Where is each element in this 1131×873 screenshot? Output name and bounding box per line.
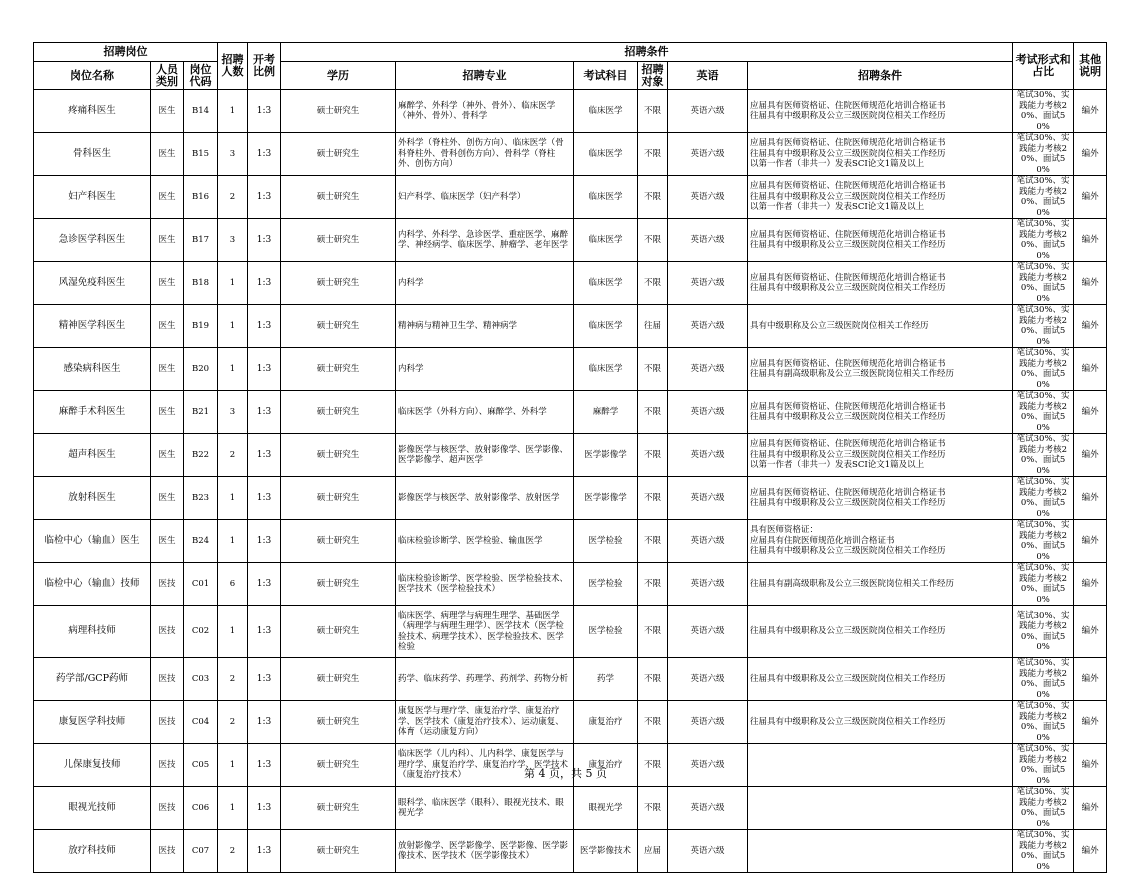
cell-name: 骨科医生	[34, 133, 151, 176]
header-note: 其他说明	[1074, 43, 1107, 90]
table-row	[34, 658, 1107, 701]
cell-exam: 笔试30%、实践能力考核20%、面试50%	[1013, 563, 1074, 606]
cell-type: 医技	[151, 658, 184, 701]
header-ratio: 开考比例	[248, 43, 281, 90]
cell-edu: 硕士研究生	[281, 787, 396, 830]
cell-target: 不限	[638, 563, 668, 606]
cell-count: 2	[218, 176, 248, 219]
cell-target: 不限	[638, 658, 668, 701]
cell-count: 2	[218, 830, 248, 873]
cell-type: 医技	[151, 563, 184, 606]
header-target: 招聘对象	[638, 62, 668, 90]
cell-type: 医生	[151, 520, 184, 563]
cell-cond: 应届具有医师资格证、住院医师规范化培训合格证书 往届具有中级职称及公立三级医院岗位相关工作经历 以第一作者（非共一）发表SCI论文1篇及以上	[748, 434, 1013, 477]
cell-target: 不限	[638, 744, 668, 787]
cell-exam: 笔试30%、实践能力考核20%、面试50%	[1013, 90, 1074, 133]
cell-note: 编外	[1074, 219, 1107, 262]
cell-target: 不限	[638, 520, 668, 563]
cell-english: 英语六级	[668, 391, 748, 434]
cell-target: 不限	[638, 176, 668, 219]
cell-subject: 医学影像学	[574, 477, 638, 520]
cell-major: 临床医学（外科方向）、麻醉学、外科学	[396, 391, 574, 434]
table-row	[34, 90, 1107, 133]
cell-major: 药学、临床药学、药理学、药剂学、药物分析	[396, 658, 574, 701]
table-row	[34, 391, 1107, 434]
cell-subject: 临床医学	[574, 176, 638, 219]
cell-name: 病理科技师	[34, 606, 151, 658]
cell-major: 外科学（脊柱外、创伤方向）、临床医学（骨科脊柱外、骨科创伤方向）、骨科学（脊柱外、创伤方向）	[396, 133, 574, 176]
cell-major: 放射影像学、医学影像学、医学影像、医学影像技术、医学技术（医学影像技术）	[396, 830, 574, 873]
cell-note: 编外	[1074, 658, 1107, 701]
cell-target: 不限	[638, 348, 668, 391]
cell-english: 英语六级	[668, 658, 748, 701]
table-row	[34, 219, 1107, 262]
cell-ratio: 1:3	[248, 391, 281, 434]
cell-code: B17	[184, 219, 218, 262]
cell-ratio: 1:3	[248, 262, 281, 305]
cell-cond	[748, 830, 1013, 873]
cell-ratio: 1:3	[248, 563, 281, 606]
table-row	[34, 787, 1107, 830]
cell-ratio: 1:3	[248, 434, 281, 477]
cell-english: 英语六级	[668, 176, 748, 219]
cell-name: 眼视光技师	[34, 787, 151, 830]
cell-subject: 麻醉学	[574, 391, 638, 434]
cell-name: 药学部/GCP药师	[34, 658, 151, 701]
cell-cond: 往届具有副高级职称及公立三级医院岗位相关工作经历	[748, 563, 1013, 606]
cell-type: 医生	[151, 477, 184, 520]
cell-code: C05	[184, 744, 218, 787]
cell-note: 编外	[1074, 305, 1107, 348]
cell-edu: 硕士研究生	[281, 434, 396, 477]
cell-exam: 笔试30%、实践能力考核20%、面试50%	[1013, 744, 1074, 787]
cell-major: 临床检验诊断学、医学检验、输血医学	[396, 520, 574, 563]
cell-ratio: 1:3	[248, 658, 281, 701]
cell-note: 编外	[1074, 606, 1107, 658]
cell-note: 编外	[1074, 133, 1107, 176]
table-row	[34, 305, 1107, 348]
cell-ratio: 1:3	[248, 219, 281, 262]
cell-type: 医生	[151, 90, 184, 133]
header-exam: 考试形式和占比	[1013, 43, 1074, 90]
cell-subject: 医学检验	[574, 606, 638, 658]
cell-count: 1	[218, 262, 248, 305]
cell-count: 1	[218, 348, 248, 391]
cell-count: 1	[218, 520, 248, 563]
cell-note: 编外	[1074, 563, 1107, 606]
cell-type: 医生	[151, 434, 184, 477]
header-name: 岗位名称	[34, 62, 151, 90]
cell-english: 英语六级	[668, 744, 748, 787]
cell-subject: 眼视光学	[574, 787, 638, 830]
cell-code: C01	[184, 563, 218, 606]
cell-code: C07	[184, 830, 218, 873]
cell-ratio: 1:3	[248, 176, 281, 219]
cell-subject: 康复治疗	[574, 701, 638, 744]
cell-subject: 医学检验	[574, 520, 638, 563]
cell-type: 医技	[151, 606, 184, 658]
cell-target: 不限	[638, 90, 668, 133]
cell-edu: 硕士研究生	[281, 477, 396, 520]
cell-count: 2	[218, 434, 248, 477]
cell-subject: 临床医学	[574, 305, 638, 348]
cell-target: 应届	[638, 830, 668, 873]
cell-note: 编外	[1074, 262, 1107, 305]
cell-count: 1	[218, 606, 248, 658]
table-row	[34, 606, 1107, 658]
cell-cond: 应届具有医师资格证、住院医师规范化培训合格证书 往届具有副高级职称及公立三级医院岗位相关工作经历	[748, 348, 1013, 391]
header-english: 英语	[668, 62, 748, 90]
header-cond: 招聘条件	[748, 62, 1013, 90]
cell-code: C03	[184, 658, 218, 701]
header-code: 岗位代码	[184, 62, 218, 90]
cell-major: 临床医学（儿内科）、儿内科学、康复医学与理疗学、康复治疗学、康复治疗学、医学技术（康复治疗技术）	[396, 744, 574, 787]
cell-major: 临床医学、病理学与病理生理学、基础医学（病理学与病理生理学）、医学技术（医学检验技术、病理学技术）、医学检验技术、医学检验	[396, 606, 574, 658]
cell-code: B18	[184, 262, 218, 305]
cell-major: 内科学	[396, 262, 574, 305]
cell-note: 编外	[1074, 391, 1107, 434]
cell-note: 编外	[1074, 830, 1107, 873]
cell-major: 影像医学与核医学、放射影像学、医学影像、医学影像学、超声医学	[396, 434, 574, 477]
header-edu: 学历	[281, 62, 396, 90]
cell-ratio: 1:3	[248, 787, 281, 830]
cell-english: 英语六级	[668, 563, 748, 606]
cell-ratio: 1:3	[248, 348, 281, 391]
header-count: 招聘人数	[218, 43, 248, 90]
cell-cond: 应届具有医师资格证、住院医师规范化培训合格证书 往届具有中级职称及公立三级医院岗位相关工作经历	[748, 262, 1013, 305]
cell-cond: 应届具有医师资格证、住院医师规范化培训合格证书 往届具有中级职称及公立三级医院岗位相关工作经历 以第一作者（非共一）发表SCI论文1篇及以上	[748, 176, 1013, 219]
cell-count: 1	[218, 90, 248, 133]
cell-ratio: 1:3	[248, 744, 281, 787]
cell-english: 英语六级	[668, 434, 748, 477]
cell-cond: 往届具有中级职称及公立三级医院岗位相关工作经历	[748, 658, 1013, 701]
cell-exam: 笔试30%、实践能力考核20%、面试50%	[1013, 520, 1074, 563]
cell-name: 儿保康复技师	[34, 744, 151, 787]
cell-ratio: 1:3	[248, 830, 281, 873]
cell-type: 医生	[151, 262, 184, 305]
cell-cond: 往届具有中级职称及公立三级医院岗位相关工作经历	[748, 606, 1013, 658]
cell-cond: 往届具有中级职称及公立三级医院岗位相关工作经历	[748, 701, 1013, 744]
cell-major: 影像医学与核医学、放射影像学、放射医学	[396, 477, 574, 520]
cell-subject: 康复治疗	[574, 744, 638, 787]
header-subject: 考试科目	[574, 62, 638, 90]
cell-note: 编外	[1074, 176, 1107, 219]
cell-type: 医生	[151, 348, 184, 391]
table-row	[34, 563, 1107, 606]
cell-edu: 硕士研究生	[281, 90, 396, 133]
header-major: 招聘专业	[396, 62, 574, 90]
cell-exam: 笔试30%、实践能力考核20%、面试50%	[1013, 701, 1074, 744]
cell-count: 1	[218, 477, 248, 520]
cell-edu: 硕士研究生	[281, 520, 396, 563]
cell-name: 临检中心（输血）医生	[34, 520, 151, 563]
cell-exam: 笔试30%、实践能力考核20%、面试50%	[1013, 830, 1074, 873]
cell-ratio: 1:3	[248, 133, 281, 176]
recruitment-table	[33, 42, 1107, 873]
cell-code: B21	[184, 391, 218, 434]
cell-edu: 硕士研究生	[281, 658, 396, 701]
cell-ratio: 1:3	[248, 477, 281, 520]
cell-count: 2	[218, 658, 248, 701]
cell-subject: 药学	[574, 658, 638, 701]
table-row	[34, 830, 1107, 873]
cell-name: 疼痛科医生	[34, 90, 151, 133]
cell-code: B19	[184, 305, 218, 348]
cell-edu: 硕士研究生	[281, 305, 396, 348]
cell-cond	[748, 787, 1013, 830]
cell-english: 英语六级	[668, 348, 748, 391]
cell-count: 1	[218, 787, 248, 830]
cell-name: 精神医学科医生	[34, 305, 151, 348]
cell-exam: 笔试30%、实践能力考核20%、面试50%	[1013, 133, 1074, 176]
cell-name: 放疗科技师	[34, 830, 151, 873]
cell-type: 医生	[151, 305, 184, 348]
cell-subject: 临床医学	[574, 133, 638, 176]
cell-exam: 笔试30%、实践能力考核20%、面试50%	[1013, 176, 1074, 219]
cell-note: 编外	[1074, 787, 1107, 830]
cell-edu: 硕士研究生	[281, 348, 396, 391]
cell-subject: 医学检验	[574, 563, 638, 606]
cell-cond: 应届具有医师资格证、住院医师规范化培训合格证书 往届具有中级职称及公立三级医院岗位相关工作经历	[748, 391, 1013, 434]
cell-target: 不限	[638, 133, 668, 176]
cell-edu: 硕士研究生	[281, 606, 396, 658]
cell-type: 医生	[151, 391, 184, 434]
cell-subject: 临床医学	[574, 90, 638, 133]
cell-cond: 应届具有医师资格证、住院医师规范化培训合格证书 往届具有中级职称及公立三级医院岗位相关工作经历	[748, 90, 1013, 133]
cell-ratio: 1:3	[248, 305, 281, 348]
cell-name: 超声科医生	[34, 434, 151, 477]
cell-ratio: 1:3	[248, 701, 281, 744]
cell-name: 妇产科医生	[34, 176, 151, 219]
cell-count: 3	[218, 391, 248, 434]
cell-code: B14	[184, 90, 218, 133]
cell-ratio: 1:3	[248, 520, 281, 563]
cell-cond: 具有医师资格证： 应届具有住院医师规范化培训合格证书 往届具有中级职称及公立三级医院岗位相关工作经历	[748, 520, 1013, 563]
cell-english: 英语六级	[668, 305, 748, 348]
cell-exam: 笔试30%、实践能力考核20%、面试50%	[1013, 434, 1074, 477]
table-row	[34, 434, 1107, 477]
cell-major: 麻醉学、外科学（神外、骨外）、临床医学（神外、骨外）、骨科学	[396, 90, 574, 133]
cell-english: 英语六级	[668, 262, 748, 305]
cell-code: B20	[184, 348, 218, 391]
header-type: 人员类别	[151, 62, 184, 90]
cell-code: B16	[184, 176, 218, 219]
cell-name: 麻醉手术科医生	[34, 391, 151, 434]
cell-code: B24	[184, 520, 218, 563]
cell-english: 英语六级	[668, 787, 748, 830]
cell-subject: 临床医学	[574, 262, 638, 305]
cell-code: C04	[184, 701, 218, 744]
table-row	[34, 176, 1107, 219]
cell-type: 医生	[151, 219, 184, 262]
page-footer: 第 4 页，共 5 页	[524, 767, 607, 780]
table-row	[34, 262, 1107, 305]
cell-english: 英语六级	[668, 219, 748, 262]
cell-code: C02	[184, 606, 218, 658]
cell-count: 3	[218, 133, 248, 176]
cell-major: 精神病与精神卫生学、精神病学	[396, 305, 574, 348]
cell-name: 感染病科医生	[34, 348, 151, 391]
table-row	[34, 520, 1107, 563]
cell-cond: 应届具有医师资格证、住院医师规范化培训合格证书 往届具有中级职称及公立三级医院岗位相关工作经历	[748, 219, 1013, 262]
cell-note: 编外	[1074, 701, 1107, 744]
cell-english: 英语六级	[668, 90, 748, 133]
cell-target: 不限	[638, 391, 668, 434]
cell-count: 1	[218, 744, 248, 787]
cell-cond: 应届具有医师资格证、住院医师规范化培训合格证书 往届具有中级职称及公立三级医院岗位相关工作经历	[748, 477, 1013, 520]
cell-target: 不限	[638, 787, 668, 830]
cell-subject: 医学影像技术	[574, 830, 638, 873]
cell-subject: 临床医学	[574, 348, 638, 391]
cell-ratio: 1:3	[248, 606, 281, 658]
group-header-position: 招聘岗位	[34, 43, 218, 62]
cell-edu: 硕士研究生	[281, 563, 396, 606]
cell-exam: 笔试30%、实践能力考核20%、面试50%	[1013, 348, 1074, 391]
cell-edu: 硕士研究生	[281, 219, 396, 262]
cell-major: 妇产科学、临床医学（妇产科学）	[396, 176, 574, 219]
cell-edu: 硕士研究生	[281, 830, 396, 873]
cell-code: B23	[184, 477, 218, 520]
cell-english: 英语六级	[668, 830, 748, 873]
cell-exam: 笔试30%、实践能力考核20%、面试50%	[1013, 658, 1074, 701]
cell-name: 康复医学科技师	[34, 701, 151, 744]
cell-target: 不限	[638, 262, 668, 305]
cell-english: 英语六级	[668, 520, 748, 563]
cell-count: 6	[218, 563, 248, 606]
cell-target: 不限	[638, 219, 668, 262]
cell-exam: 笔试30%、实践能力考核20%、面试50%	[1013, 262, 1074, 305]
cell-major: 眼科学、临床医学（眼科）、眼视光技术、眼视光学	[396, 787, 574, 830]
cell-english: 英语六级	[668, 133, 748, 176]
cell-major: 临床检验诊断学、医学检验、医学检验技术、医学技术（医学检验技术）	[396, 563, 574, 606]
cell-major: 内科学	[396, 348, 574, 391]
cell-cond: 应届具有医师资格证、住院医师规范化培训合格证书 往届具有中级职称及公立三级医院岗位相关工作经历 以第一作者（非共一）发表SCI论文1篇及以上	[748, 133, 1013, 176]
cell-name: 风湿免疫科医生	[34, 262, 151, 305]
cell-type: 医技	[151, 830, 184, 873]
cell-subject: 医学影像学	[574, 434, 638, 477]
cell-target: 往届	[638, 305, 668, 348]
cell-exam: 笔试30%、实践能力考核20%、面试50%	[1013, 606, 1074, 658]
cell-target: 不限	[638, 701, 668, 744]
cell-count: 2	[218, 701, 248, 744]
cell-exam: 笔试30%、实践能力考核20%、面试50%	[1013, 391, 1074, 434]
cell-edu: 硕士研究生	[281, 133, 396, 176]
cell-major: 内科学、外科学、急诊医学、重症医学、麻醉学、神经病学、临床医学、肿瘤学、老年医学	[396, 219, 574, 262]
cell-edu: 硕士研究生	[281, 701, 396, 744]
cell-ratio: 1:3	[248, 90, 281, 133]
cell-note: 编外	[1074, 744, 1107, 787]
cell-code: B22	[184, 434, 218, 477]
cell-english: 英语六级	[668, 606, 748, 658]
cell-target: 不限	[638, 606, 668, 658]
cell-note: 编外	[1074, 434, 1107, 477]
cell-type: 医生	[151, 176, 184, 219]
cell-name: 放射科医生	[34, 477, 151, 520]
cell-type: 医技	[151, 701, 184, 744]
cell-english: 英语六级	[668, 701, 748, 744]
cell-count: 1	[218, 305, 248, 348]
cell-code: C06	[184, 787, 218, 830]
cell-note: 编外	[1074, 348, 1107, 391]
cell-english: 英语六级	[668, 477, 748, 520]
cell-edu: 硕士研究生	[281, 391, 396, 434]
table-row	[34, 701, 1107, 744]
cell-code: B15	[184, 133, 218, 176]
cell-exam: 笔试30%、实践能力考核20%、面试50%	[1013, 219, 1074, 262]
cell-target: 不限	[638, 434, 668, 477]
cell-note: 编外	[1074, 90, 1107, 133]
cell-edu: 硕士研究生	[281, 262, 396, 305]
group-header-conditions: 招聘条件	[281, 43, 1013, 62]
table-row	[34, 133, 1107, 176]
cell-edu: 硕士研究生	[281, 744, 396, 787]
cell-major: 康复医学与理疗学、康复治疗学、康复治疗学、医学技术（康复治疗技术）、运动康复、体育（运动康复方向）	[396, 701, 574, 744]
cell-subject: 临床医学	[574, 219, 638, 262]
table-row	[34, 477, 1107, 520]
cell-name: 急诊医学科医生	[34, 219, 151, 262]
cell-type: 医技	[151, 744, 184, 787]
cell-type: 医技	[151, 787, 184, 830]
cell-cond: 具有中级职称及公立三级医院岗位相关工作经历	[748, 305, 1013, 348]
table-row	[34, 348, 1107, 391]
cell-name: 临检中心（输血）技师	[34, 563, 151, 606]
cell-count: 3	[218, 219, 248, 262]
cell-exam: 笔试30%、实践能力考核20%、面试50%	[1013, 477, 1074, 520]
cell-type: 医生	[151, 133, 184, 176]
cell-note: 编外	[1074, 477, 1107, 520]
cell-exam: 笔试30%、实践能力考核20%、面试50%	[1013, 305, 1074, 348]
cell-edu: 硕士研究生	[281, 176, 396, 219]
cell-exam: 笔试30%、实践能力考核20%、面试50%	[1013, 787, 1074, 830]
cell-note: 编外	[1074, 520, 1107, 563]
cell-target: 不限	[638, 477, 668, 520]
